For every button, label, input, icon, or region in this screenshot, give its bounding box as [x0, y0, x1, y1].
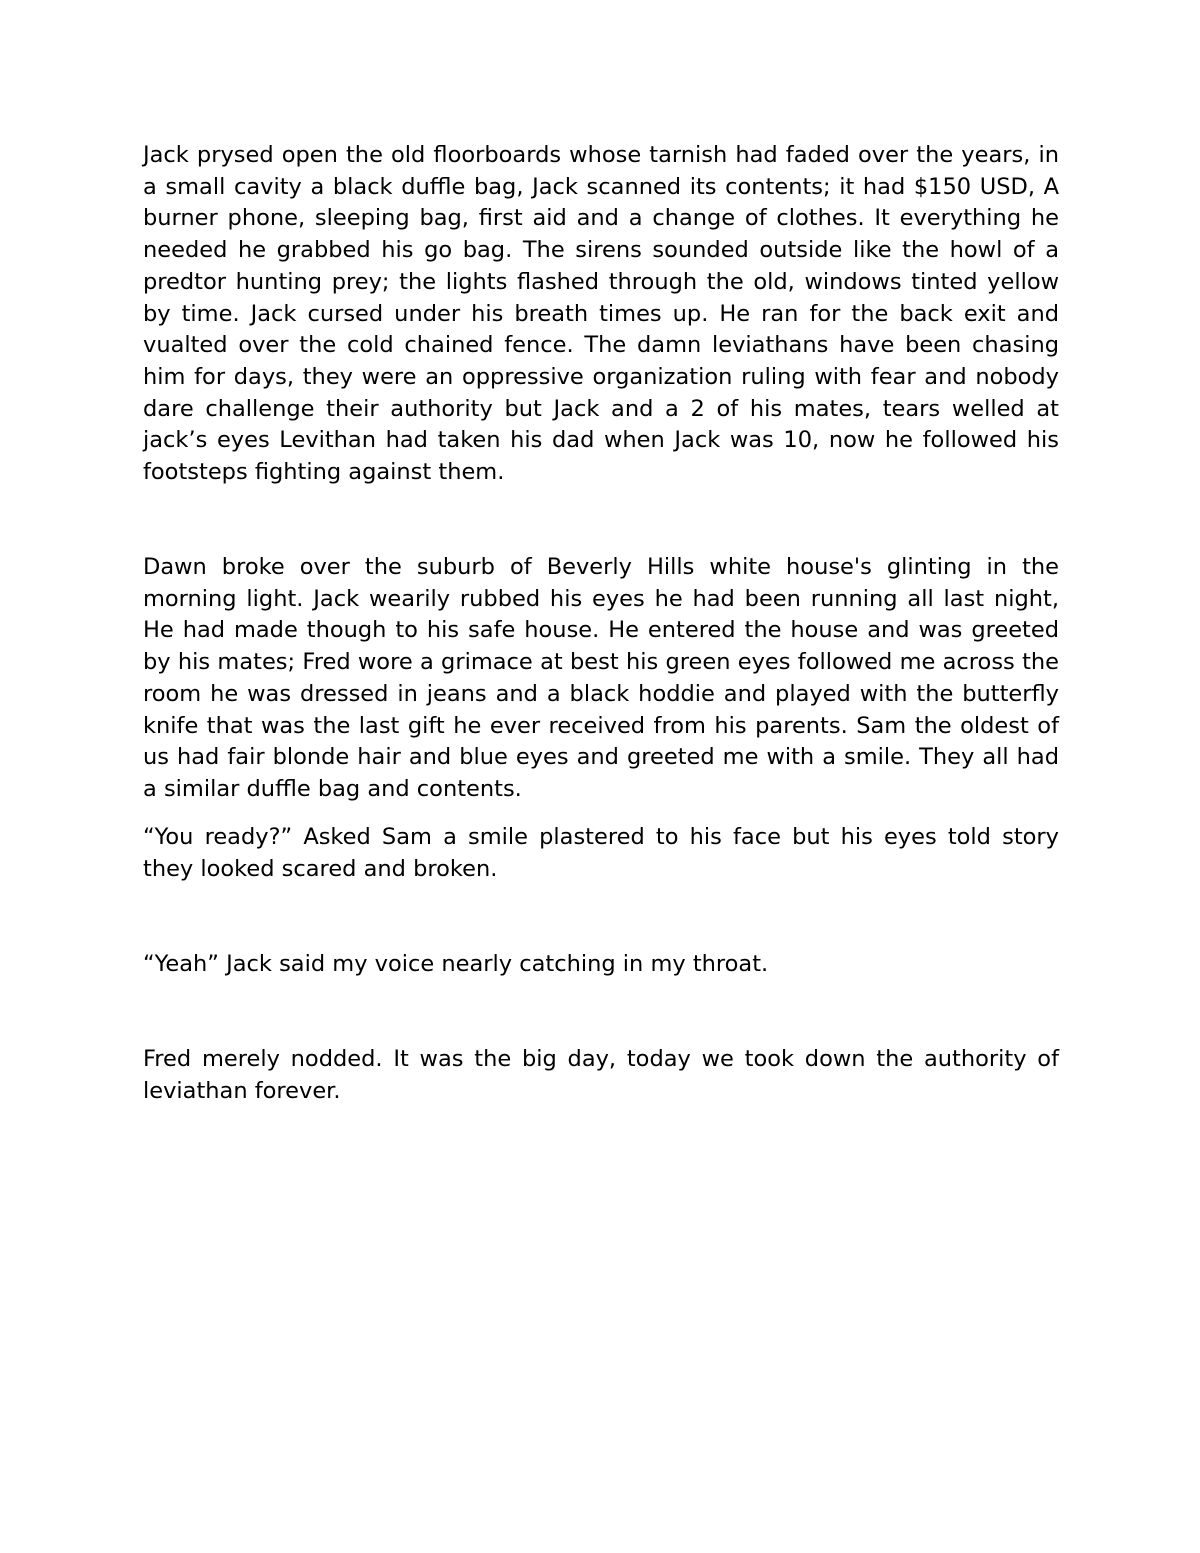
paragraph-5: Fred merely nodded. It was the big day, today we took down the authority of leviathan forever. [143, 1046, 1059, 1104]
paragraph-3: “You ready?” Asked Sam a smile plastered to his face but his eyes told story they looked scared and broken. [143, 824, 1059, 882]
paragraph-4: “Yeah” Jack said my voice nearly catching in my throat. [143, 951, 769, 977]
paragraph-2: Dawn broke over the suburb of Beverly Hills white house's glinting in the morning light. Jack wearily rubbed his eyes he had been running all last night, He had made though to his safe house. He entered the house and was greeted by his mates; Fred wore a grimace at best his green eyes followed me across the room he was dressed in jeans and a black hoddie and played with the butterfly knife that was the last gift he ever received from his parents. Sam the oldest of us had fair blonde hair and blue eyes and greeted me with a smile. They all had a similar duffle bag and contents. [143, 554, 1059, 802]
paragraph-1: Jack prysed open the old floorboards whose tarnish had faded over the years, in a small cavity a black duffle bag, Jack scanned its contents; it had $150 USD, A burner phone, sleeping bag, first aid and a change of clothes. It everything he needed he grabbed his go bag. The sirens sounded outside like the howl of a predtor hunting prey; the lights flashed through the old, windows tinted yellow by time. Jack cursed under his breath times up. He ran for the back exit and vualted over the cold chained fence. The damn leviathans have been chasing him for days, they were an oppressive organization ruling with fear and nobody dare challenge their authority but Jack and a 2 of his mates, tears welled at jack’s eyes Levithan had taken his dad when Jack was 10, now he followed his footsteps fighting against them. [143, 142, 1059, 486]
